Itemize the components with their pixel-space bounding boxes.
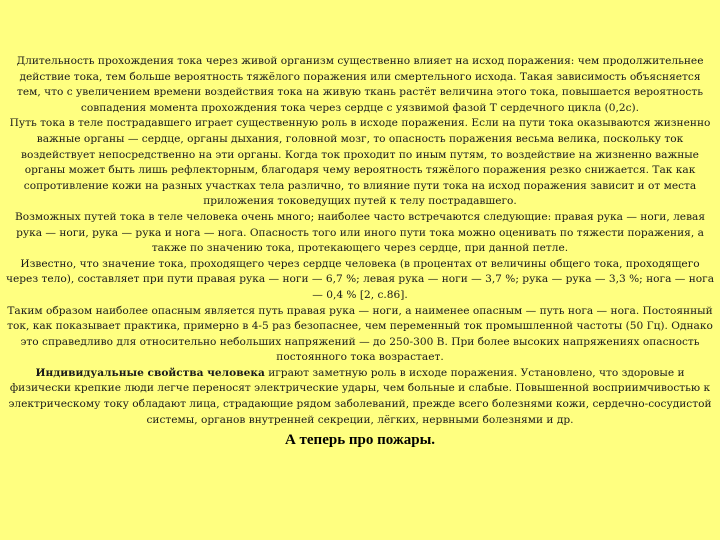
paragraph-heart-current-share: Известно, что значение тока, проходящего через сердце человека (в процентах от величины общего тока, проходящего через тело), составляет при пути правая рука — ноги — 6,7 %; левая рука — ноги — 3,7 %; рука — рука — 3,3 %; нога — нога — 0,4 % [2, с.86]. [6,257,715,301]
paragraph-individual-properties [6,366,714,428]
paragraph-dc-vs-ac: Таким образом наиболее опасным является путь правая рука — ноги, а наименее опасным — путь нога — нога. Постоянный ток, как показывает практика, примерно в 4-5 раз безопаснее, чем переменный ток промышленной частоты (50 Гц). Однако это справедливо для относительно небольших напряжений — до 250-300 В. При более высоких напряжениях опасность постоянного тока возрастает. [7,304,713,364]
paragraph-possible-paths: Возможных путей тока в теле человека очень много; наиболее часто встречаются следующие: правая рука — ноги, левая рука — ноги, рука — рука и нога — нога. Опасность того или иного пути тока можно оценивать по тяжести поражения, а также по значению тока, протекающего через сердце, при данной петле. [14,210,706,255]
slide-text-body [6,54,714,450]
paragraph-current-path: Путь тока в теле пострадавшего играет существенную роль в исходе поражения. Если на пути тока оказываются жизненно важные органы — сердце, органы дыхания, головной мозг, то опасность поражения весьма велика, поскольку ток воздействует непосредственно на эти органы. Когда ток проходит по иным путям, то воздействие на жизненно важные органы может быть лишь рефлекторным, благодаря чему вероятность тяжёлого поражения резко снижается. Так как сопротивление кожи на разных участках тела различно, то влияние пути тока на исход поражения зависит и от места приложения токоведущих путей к телу пострадавшего. [9,117,711,208]
individual-properties-heading: Индивидуальные свойства человека [35,366,265,379]
individual-properties-text: играют заметную роль в исходе поражения. Установлено, что здоровые и физически крепкие люди легче переносят электрические удары, чем больные и слабые. Повышенной восприимчивостью к электрическому току обладают лица, страдающие рядом заболеваний, прежде всего болезнями кожи, сердечно-сосудистой системы, органов внутренней секреции, лёгких, нервными болезнями и др. [8,366,712,426]
closing-line: А теперь про пожары. [284,432,436,449]
paragraph-current-duration: Длительность прохождения тока через живой организм существенно влияет на исход поражения: чем продолжительнее действие тока, тем больше вероятность тяжёлого поражения или смертельного исхода. Такая зависимость объясняется тем, что с увеличением времени воздействия тока на живую ткань растёт величина этого тока, повышается вероятность совпадения момента прохождения тока через сердце с уязвимой фазой Т сердечного цикла (0,2с). [16,55,704,114]
